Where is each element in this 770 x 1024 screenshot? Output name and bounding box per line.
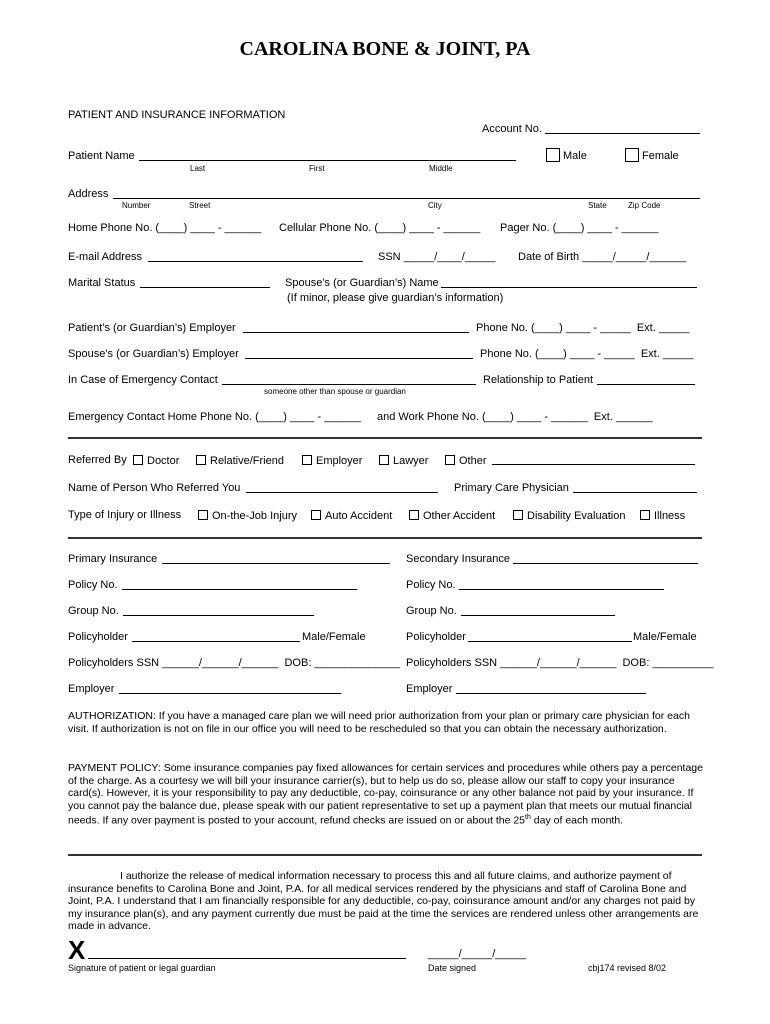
account-field[interactable] [545, 133, 700, 134]
option-label: Illness [654, 510, 686, 522]
patient-name-label: Patient Name [68, 150, 135, 162]
spouse-name-field[interactable] [441, 287, 697, 288]
employer-label: Patient’s (or Guardian’s) Employer [68, 322, 236, 334]
group-field-secondary[interactable] [461, 615, 615, 616]
option-label: Auto Accident [325, 510, 393, 522]
policyholder-field-secondary[interactable] [468, 641, 632, 642]
middle-caption: Middle [429, 164, 453, 173]
policy-field-secondary[interactable] [459, 589, 664, 590]
account-label: Account No. [482, 123, 542, 135]
page-title: CAROLINA BONE & JOINT, PA [239, 38, 531, 60]
pcp-label: Primary Care Physician [454, 482, 569, 494]
group-label-secondary: Group No. [406, 605, 457, 617]
last-caption: Last [190, 164, 206, 173]
emergency-field[interactable] [222, 384, 476, 385]
number-caption: Number [122, 201, 151, 210]
payment-superscript: th [525, 814, 531, 821]
female-label: Female [642, 150, 679, 162]
payment-policy-end: day of each month. [530, 814, 624, 827]
primary-insurance-label: Primary Insurance [68, 553, 158, 565]
injury-label: Type of Injury or Illness [68, 509, 182, 521]
marital-field[interactable] [140, 287, 270, 288]
option-other-accident[interactable] [409, 510, 495, 522]
primary-insurance-field[interactable] [162, 563, 390, 564]
marital-label: Marital Status [68, 277, 136, 289]
referred-by-label: Referred By [68, 454, 127, 466]
option-illness[interactable] [640, 510, 685, 522]
signature-label: Signature of patient or legal guardian [68, 963, 216, 973]
relationship-field[interactable] [597, 384, 695, 385]
emergency-home-phone[interactable]: Emergency Contact Home Phone No. (____) ____ - ______ [68, 411, 361, 423]
checkbox[interactable] [409, 510, 419, 520]
other-field[interactable] [492, 464, 695, 465]
emergency-note: someone other than spouse or guardian [264, 387, 406, 396]
divider [68, 437, 702, 439]
checkbox[interactable] [640, 510, 650, 520]
option-label: Lawyer [393, 455, 429, 467]
release-text: I authorize the release of medical information necessary to process this and all future claims, and authorize payment of insurance benefits to Carolina Bone and Joint, P.A. for all medical services rendered by the physicians and staff of Carolina Bone and Joint, P.A. I understand that I am financially responsible for any deductible, co-pay, coinsurance amount and/or any charges not paid by my insurance plan(s), and any payment currently due must be paid at the time the services are rendered unless other arrangements are made in advance. [68, 870, 699, 932]
option-auto[interactable] [311, 510, 392, 522]
referrer-field[interactable] [246, 492, 438, 493]
zip-caption: Zip Code [628, 201, 661, 210]
email-field[interactable] [148, 261, 363, 262]
option-label: On-the-Job Injury [212, 510, 297, 522]
spouse-employer-label: Spouse’s (or Guardian’s) Employer [68, 348, 239, 360]
group-label: Group No. [68, 605, 119, 617]
checkbox[interactable] [302, 455, 312, 465]
employer-label-secondary: Employer [406, 683, 453, 695]
policyholder-label-secondary: Policyholder [406, 631, 466, 643]
spouse-name-label: Spouse’s (or Guardian’s) Name [285, 277, 439, 289]
secondary-insurance-label: Secondary Insurance [406, 553, 510, 565]
signature-mark: X [68, 935, 86, 965]
payment-policy-body: PAYMENT POLICY: Some insurance companies pay fixed allowances for certain services and procedures while others pay a percentage of the charge. As a courtesy we will bill your insurance carrier(s), but to help us do so, please allow our staff to copy your insurance card(s). However, it is your responsibility to pay any deductible, co-pay, coinsurance or any other balance not paid by your insurance. If you cannot pay the balance due, please speak with our patient representative to set up a payment plan that meets our mutual financial needs. If any over payment is posted to your account, refund checks are issued on or about the 25 [68, 762, 703, 827]
referrer-label: Name of Person Who Referred You [68, 482, 241, 494]
option-relative[interactable] [196, 455, 284, 467]
pager-field[interactable]: Pager No. (____) ____ - ______ [500, 222, 659, 234]
spouse-phone-field[interactable]: Phone No. (____) ____ - _____ Ext. _____ [480, 348, 694, 360]
option-label: Other [459, 455, 487, 467]
address-field[interactable] [113, 198, 700, 199]
checkbox[interactable] [133, 455, 143, 465]
male-checkbox[interactable] [546, 148, 560, 162]
ssn-field[interactable]: SSN _____/____/_____ [378, 251, 496, 263]
checkbox[interactable] [311, 510, 321, 520]
divider [68, 854, 702, 856]
option-label: Relative/Friend [210, 455, 284, 467]
employer-field[interactable] [243, 332, 469, 333]
option-label: Employer [316, 455, 363, 467]
option-on-the-job[interactable] [198, 510, 297, 522]
option-label: Other Accident [423, 510, 496, 522]
secondary-insurance-field[interactable] [513, 563, 698, 564]
email-label: E-mail Address [68, 251, 142, 263]
option-label: Disability Evaluation [527, 510, 626, 522]
street-caption: Street [189, 201, 211, 210]
home-phone-field[interactable]: Home Phone No. (____) ____ - ______ [68, 222, 262, 234]
male-label: Male [563, 150, 587, 162]
divider [68, 537, 702, 539]
option-doctor[interactable] [133, 455, 179, 467]
policyholder-field[interactable] [132, 641, 300, 642]
employer-phone-field[interactable]: Phone No. (____) ____ - _____ Ext. _____ [476, 322, 690, 334]
checkbox[interactable] [198, 510, 208, 520]
policyholder-label: Policyholder [68, 631, 128, 643]
city-caption: City [428, 201, 442, 210]
policy-label: Policy No. [68, 579, 118, 591]
first-caption: First [309, 164, 325, 173]
signature-field[interactable] [88, 958, 406, 959]
policyholder-sex: Male/Female [302, 631, 366, 643]
minor-note: (If minor, please give guardian’s information) [287, 292, 504, 304]
option-disability[interactable] [513, 510, 625, 522]
option-employer[interactable] [302, 455, 362, 467]
checkbox[interactable] [513, 510, 523, 520]
checkbox[interactable] [445, 455, 455, 465]
option-lawyer[interactable] [379, 455, 428, 467]
option-other[interactable] [445, 455, 487, 467]
employer-field-secondary[interactable] [456, 693, 646, 694]
address-label: Address [68, 188, 109, 200]
spouse-employer-field[interactable] [245, 358, 473, 359]
patient-name-field[interactable] [139, 160, 516, 161]
policyholder-sex-secondary: Male/Female [633, 631, 697, 643]
option-label: Doctor [147, 455, 180, 467]
authorization-text: AUTHORIZATION: If you have a managed care plan we will need prior authorization from your plan or primary care physician for each visit. If authorization is not on file in our office you will need to be rescheduled so that you can obtain the necessary authorization. [68, 710, 690, 735]
cell-phone-field[interactable]: Cellular Phone No. (____) ____ - ______ [279, 222, 481, 234]
group-field[interactable] [123, 615, 314, 616]
emergency-work-phone[interactable]: and Work Phone No. (____) ____ - ______ Ext. ______ [377, 411, 653, 423]
checkbox[interactable] [379, 455, 389, 465]
pcp-field[interactable] [573, 492, 697, 493]
form-id: cbj174 revised 8/02 [588, 963, 667, 973]
emergency-label: In Case of Emergency Contact [68, 374, 218, 386]
dob-field[interactable]: Date of Birth _____/_____/______ [518, 251, 687, 263]
date-signed-field[interactable]: _____/_____/_____ [428, 948, 526, 960]
policyholder-ssn-field[interactable]: Policyholders SSN ______/______/______ DOB: ______________ [68, 657, 401, 669]
employer-field-primary[interactable] [119, 693, 341, 694]
payment-policy-text [68, 762, 708, 827]
female-checkbox[interactable] [625, 148, 639, 162]
policy-field[interactable] [122, 589, 357, 590]
section-heading: PATIENT AND INSURANCE INFORMATION [68, 109, 286, 121]
date-signed-label: Date signed [428, 963, 477, 973]
policy-label-secondary: Policy No. [406, 579, 456, 591]
employer-label-primary: Employer [68, 683, 115, 695]
state-caption: State [588, 201, 607, 210]
checkbox[interactable] [196, 455, 206, 465]
relationship-label: Relationship to Patient [483, 374, 594, 386]
policyholder-ssn-field-secondary[interactable]: Policyholders SSN ______/______/______ DOB: __________ [406, 657, 714, 669]
